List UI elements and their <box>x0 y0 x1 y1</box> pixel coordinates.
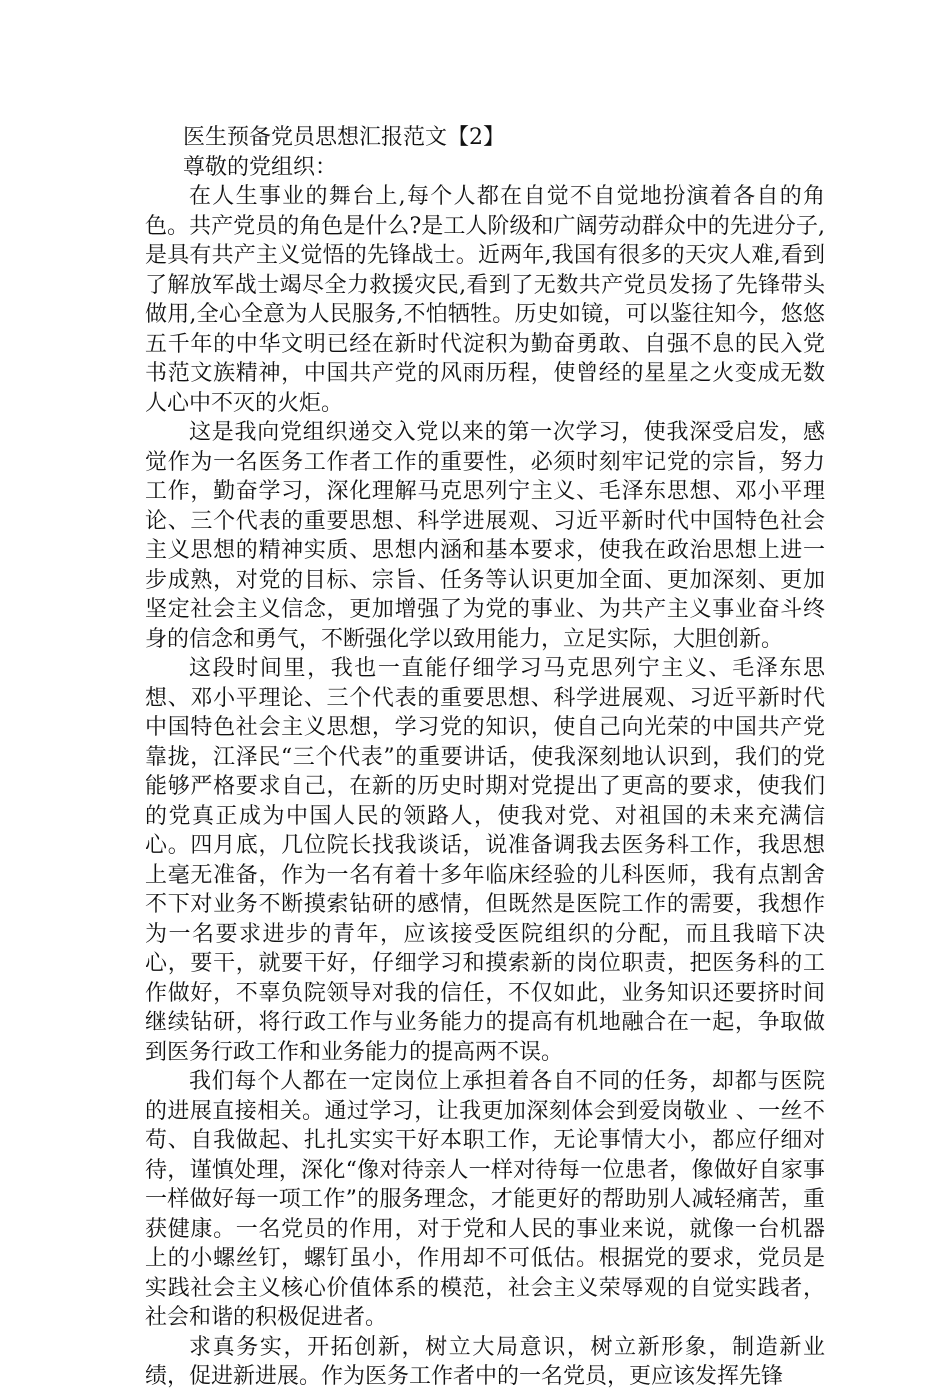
paragraph-5: 求真务实，开拓创新，树立大局意识，树立新形象，制造新业绩，促进新进展。作为医务工作者中的一名党员，更应该发挥先锋 <box>145 1334 825 1389</box>
paragraph-2: 这是我向党组织递交入党以来的第一次学习，使我深受启发，感觉作为一名医务工作者工作的重要性，必须时刻牢记党的宗旨，努力工作，勤奋学习，深化理解马克思列宁主义、毛泽东思想、邓小平理论、三个代表的重要思想、科学进展观、习近平新时代中国特色社会主义思想的精神实质、思想内涵和基本要求，使我在政治思想上进一步成熟，对党的目标、宗旨、任务等认识更加全面、更加深刻、更加坚定社会主义信念，更加增强了为党的事业、为共产主义事业奋斗终身的信念和勇气，不断强化学以致用能力，立足实际，大胆创新。 <box>145 420 825 652</box>
paragraph-4: 我们每个人都在一定岗位上承担着各自不同的任务，却都与医院的进展直接相关。通过学习，让我更加深刻体会到爱岗敬业 、一丝不苟、自我做起、扎扎实实干好本职工作，无论事情大小，都应仔细对待，谨慎处理，深化“像对待亲人一样对待每一位患者，像做好自家事一样做好每一项工作”的服务理念，才能更好的帮助别人减轻痛苦，重获健康。一名党员的作用，对于党和人民的事业来说，就像一台机器上的小螺丝钉，螺钉虽小，作用却不可低估。根据党的要求，党员是实践社会主义核心价值体系的模范，社会主义荣辱观的自觉实践者，社会和谐的积极促进者。 <box>145 1069 825 1330</box>
document-title: 医生预备党员思想汇报范文【2】 <box>183 125 505 150</box>
document-body <box>145 123 825 1392</box>
paragraph-1: 在人生事业的舞台上,每个人都在自觉不自觉地扮演着各自的角色。共产党员的角色是什么?是工人阶级和广阔劳动群众中的先进分子,是具有共产主义觉悟的先锋战士。近两年,我国有很多的天灾人难,看到了解放军战士竭尽全力救援灾民,看到了无数共产党员发扬了先锋带头做用,全心全意为人民服务,不怕牺牲。历史如镜，可以鉴往知今，悠悠五千年的中华文明已经在新时代淀积为勤奋勇敢、自强不息的民入党书范文族精神，中国共产党的风雨历程，使曾经的星星之火变成无数人心中不灭的火炬。 <box>145 184 825 416</box>
salutation: 尊敬的党组织： <box>183 154 338 180</box>
paragraph-3: 这段时间里，我也一直能仔细学习马克思列宁主义、毛泽东思想、邓小平理论、三个代表的重要思想、科学进展观、习近平新时代中国特色社会主义思想，学习党的知识，使自己向光荣的中国共产党靠拢，江泽民“三个代表”的重要讲话，使我深刻地认识到，我们的党能够严格要求自己，在新的历史时期对党提出了更高的要求，使我们的党真正成为中国人民的领路人，使我对党、对祖国的未来充满信心。四月底，几位院长找我谈话，说准备调我去医务科工作，我思想上毫无准备，作为一名有着十多年临床经验的儿科医师，我有点割舍不下对业务不断摸索钻研的感情，但既然是医院工作的需要，我想作为一名要求进步的青年，应该接受医院组织的分配，而且我暗下决心，要干，就要干好，仔细学习和摸索新的岗位职责，把医务科的工作做好，不辜负院领导对我的信任，不仅如此，业务知识还要挤时间继续钻研，将行政工作与业务能力的提高有机地融合在一起，争取做到医务行政工作和业务能力的提高两不误。 <box>145 656 825 1065</box>
